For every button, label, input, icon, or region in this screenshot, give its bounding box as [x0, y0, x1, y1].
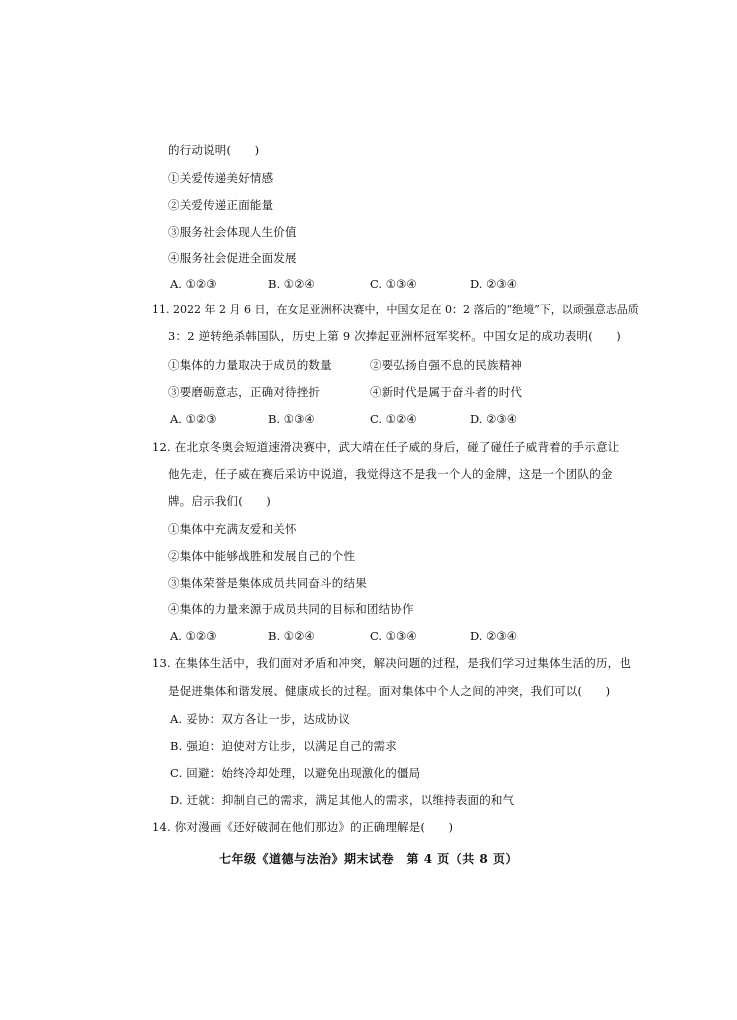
q12-item-2: ②集体中能够战胜和发展自己的个性: [168, 549, 356, 563]
q10-option-a: A. ①②③: [170, 277, 217, 291]
q12-option-a: A. ①②③: [170, 629, 217, 643]
q11-option-c: C. ①②④: [370, 412, 417, 426]
q11-option-d: D. ②③④: [470, 412, 518, 426]
q10-option-d: D. ②③④: [470, 277, 518, 291]
q12-option-c: C. ①③④: [370, 629, 417, 643]
q10-stem-tail: 的行动说明( ): [168, 143, 260, 157]
q11-stem-line-2: 3：2 逆转绝杀韩国队，历史上第 9 次捧起亚洲杯冠军奖杯。中国女足的成功表明( ): [168, 329, 621, 343]
q10-item-2: ②关爱传递正面能量: [168, 198, 274, 212]
q14-stem-line-1: 14. 你对漫画《还好破洞在他们那边》的正确理解是( ): [152, 820, 454, 834]
q10-item-4: ④服务社会促进全面发展: [168, 251, 297, 265]
q12-item-1: ①集体中充满友爱和关怀: [168, 522, 297, 536]
q13-stem-line-1: 13. 在集体生活中，我们面对矛盾和冲突，解决问题的过程，是我们学习过集体生活的历，也: [152, 656, 632, 670]
q10-item-3: ③服务社会体现人生价值: [168, 225, 297, 239]
page-footer: 七年级《道德与法治》期末试卷 第 4 页（共 8 页）: [219, 852, 518, 866]
q10-option-b: B. ①②④: [268, 277, 315, 291]
q10-item-1: ①关爱传递美好情感: [168, 171, 274, 185]
q12-option-b: B. ①②④: [268, 629, 315, 643]
q13-option-b: B. 强迫：迫使对方让步，以满足自己的需求: [170, 739, 397, 753]
q13-option-a: A. 妥协：双方各让一步，达成协议: [170, 712, 351, 726]
q11-option-b: B. ①③④: [268, 412, 315, 426]
q11-option-a: A. ①②③: [170, 412, 217, 426]
q12-item-3: ③集体荣誉是集体成员共同奋斗的结果: [168, 576, 367, 590]
q12-stem-line-3: 牌。启示我们( ): [168, 494, 271, 508]
q12-item-4: ④集体的力量来源于成员共同的目标和团结协作: [168, 602, 414, 616]
q10-option-c: C. ①③④: [370, 277, 417, 291]
q11-item-1: ①集体的力量取决于成员的数量: [168, 358, 332, 372]
q11-stem-line-1: 11. 2022 年 2 月 6 日，在女足亚洲杯决赛中，中国女足在 0：2 落后的“绝境”下，以顽强意志品质: [152, 303, 639, 316]
q13-option-d: D. 迁就：抑制自己的需求，满足其他人的需求，以维持表面的和气: [170, 793, 515, 807]
q12-option-d: D. ②③④: [470, 629, 518, 643]
q12-stem-line-2: 他先走，任子威在赛后采访中说道，我觉得这不是我一个人的金牌，这是一个团队的金: [168, 467, 613, 481]
q13-stem-line-2: 是促进集体和谐发展、健康成长的过程。面对集体中个人之间的冲突，我们可以( ): [168, 684, 611, 698]
q11-item-2: ②要弘扬自强不息的民族精神: [370, 358, 523, 372]
q11-item-4: ④新时代是属于奋斗者的时代: [370, 385, 523, 399]
q12-stem-line-1: 12. 在北京冬奥会短道速滑决赛中，武大靖在任子威的身后，碰了碰任子威背着的手示意让: [152, 440, 620, 454]
q11-item-3: ③要磨砺意志，正确对待挫折: [168, 385, 321, 399]
q13-option-c: C. 回避：始终冷却处理，以避免出现激化的僵局: [170, 766, 421, 780]
